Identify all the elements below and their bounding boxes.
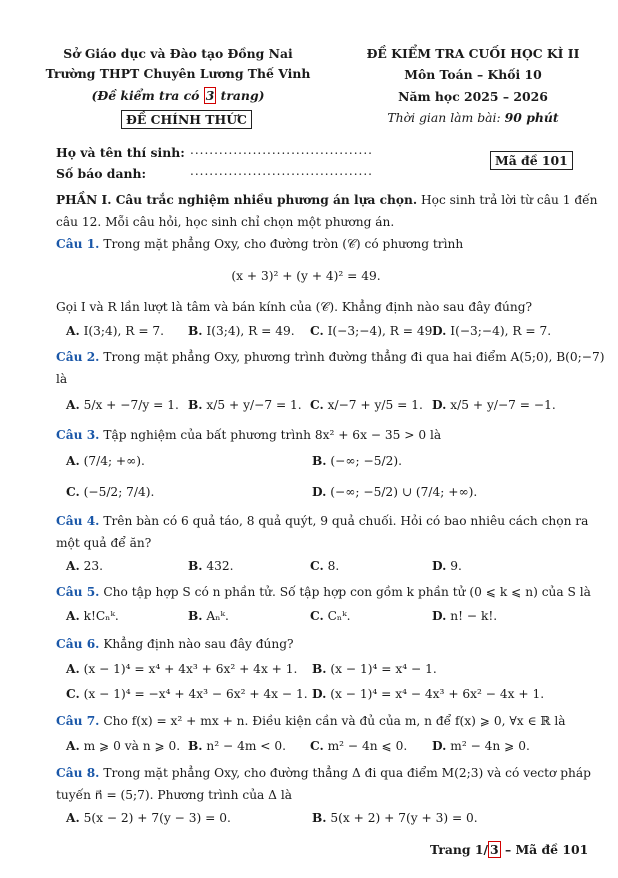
question-3: Câu 3. Tập nghiệm của bất phương trình 8x² + 6x − 35 > 0 là: [56, 428, 442, 442]
q6-option-b[interactable]: B. (x − 1)⁴ = x⁴ − 1.: [312, 662, 437, 676]
q3-option-c[interactable]: C. (−5/2; 7/4).: [66, 485, 155, 499]
q8-option-a[interactable]: A. 5(x − 2) + 7(y − 3) = 0.: [66, 811, 231, 825]
q4-text-cont: một quả để ăn?: [56, 536, 152, 550]
q2-option-b[interactable]: B. x/5 + y/−7 = 1.: [188, 398, 302, 412]
q6-option-a[interactable]: A. (x − 1)⁴ = x⁴ + 4x³ + 6x² + 4x + 1.: [66, 662, 298, 676]
section-title: PHẦN I. Câu trắc nghiệm nhiều phương án lựa chọn. Học sinh trả lời từ câu 1 đến: [56, 193, 598, 207]
question-8: Câu 8. Trong mặt phẳng Oxy, cho đường thẳng Δ đi qua điểm M(2;3) và có vectơ pháp: [56, 766, 591, 780]
section-instruction: câu 12. Mỗi câu hỏi, học sinh chỉ chọn một phương án.: [56, 215, 395, 229]
q5-option-b[interactable]: B. Aₙᵏ.: [188, 609, 229, 623]
candidate-name-dots: ......................................: [190, 143, 373, 157]
page-count-note: (Đề kiểm tra có 3 trang): [91, 88, 265, 103]
candidate-id-label: Số báo danh:: [56, 166, 147, 181]
q1-equation: (x + 3)² + (y + 4)² = 49.: [231, 269, 381, 283]
school-year: Năm học 2025 – 2026: [398, 89, 548, 104]
q4-option-d[interactable]: D. 9.: [432, 559, 462, 573]
q2-option-a[interactable]: A. 5/x + −7/y = 1.: [66, 398, 179, 412]
q1-option-c[interactable]: C. I(−3;−4), R = 49.: [310, 324, 437, 338]
q1-option-d[interactable]: D. I(−3;−4), R = 7.: [432, 324, 552, 338]
q7-option-d[interactable]: D. m² − 4n ⩾ 0.: [432, 739, 530, 753]
candidate-id-dots: ......................................: [190, 164, 373, 178]
q4-option-a[interactable]: A. 23.: [66, 559, 103, 573]
question-5: Câu 5. Cho tập hợp S có n phần tử. Số tập hợp con gồm k phần tử (0 ⩽ k ⩽ n) của S là: [56, 585, 591, 599]
subject-line: Môn Toán – Khối 10: [404, 67, 542, 82]
q7-option-c[interactable]: C. m² − 4n ⩽ 0.: [310, 739, 408, 753]
q6-option-d[interactable]: D. (x − 1)⁴ = x⁴ − 4x³ + 6x² − 4x + 1.: [312, 687, 545, 701]
page-footer: Trang 1/ 3 – Mã đề 101: [430, 842, 589, 857]
question-4: Câu 4. Trên bàn có 6 quả táo, 8 quả quýt, 9 quả chuối. Hỏi có bao nhiêu cách chọn ra: [56, 514, 589, 528]
question-6: Câu 6. Khẳng định nào sau đây đúng?: [56, 637, 294, 651]
time-limit: Thời gian làm bài: 90 phút: [387, 110, 559, 125]
q2-option-c[interactable]: C. x/−7 + y/5 = 1.: [310, 398, 423, 412]
q8-text-cont: tuyến n⃗ = (5;7). Phương trình của Δ là: [56, 788, 293, 802]
page-total-box: 3: [490, 842, 499, 857]
q4-option-b[interactable]: B. 432.: [188, 559, 234, 573]
q2-option-d[interactable]: D. x/5 + y/−7 = −1.: [432, 398, 556, 412]
page-count-box: 3: [205, 88, 215, 103]
official-badge: ĐỀ CHÍNH THỨC: [121, 110, 252, 129]
q1-option-a[interactable]: A. I(3;4), R = 7.: [66, 324, 165, 338]
q7-option-b[interactable]: B. n² − 4m < 0.: [188, 739, 287, 753]
q1-option-b[interactable]: B. I(3;4), R = 49.: [188, 324, 295, 338]
question-7: Câu 7. Cho f(x) = x² + mx + n. Điều kiện cần và đủ của m, n để f(x) ⩾ 0, ∀x ∈ ℝ là: [56, 714, 566, 728]
q5-option-c[interactable]: C. Cₙᵏ.: [310, 609, 351, 623]
q4-option-c[interactable]: C. 8.: [310, 559, 340, 573]
q3-option-d[interactable]: D. (−∞; −5/2) ∪ (7/4; +∞).: [312, 485, 478, 499]
school-name: Trường THPT Chuyên Lương Thế Vinh: [45, 66, 311, 81]
q3-option-a[interactable]: A. (7/4; +∞).: [66, 454, 145, 468]
question-2: Câu 2. Trong mặt phẳng Oxy, phương trình đường thẳng đi qua hai điểm A(5;0), B(0;−7): [56, 350, 605, 364]
q5-option-a[interactable]: A. k!Cₙᵏ.: [66, 609, 119, 623]
candidate-name-label: Họ và tên thí sinh:: [56, 145, 185, 160]
q1-prompt: Gọi I và R lần lượt là tâm và bán kính của (𝒞). Khẳng định nào sau đây đúng?: [56, 300, 533, 314]
q6-option-c[interactable]: C. (x − 1)⁴ = −x⁴ + 4x³ − 6x² + 4x − 1.: [66, 687, 308, 701]
q7-option-a[interactable]: A. m ⩾ 0 và n ⩾ 0.: [66, 739, 181, 753]
q5-option-d[interactable]: D. n! − k!.: [432, 609, 498, 623]
question-1: Câu 1. Trong mặt phẳng Oxy, cho đường tròn (𝒞) có phương trình: [56, 237, 464, 251]
q8-option-b[interactable]: B. 5(x + 2) + 7(y + 3) = 0.: [312, 811, 478, 825]
exam-code-box: Mã đề 101: [490, 151, 573, 170]
exam-title: ĐỀ KIỂM TRA CUỐI HỌC KÌ II: [366, 46, 580, 61]
q2-text-cont: là: [56, 372, 68, 386]
q3-option-b[interactable]: B. (−∞; −5/2).: [312, 454, 402, 468]
dept-name: Sở Giáo dục và Đào tạo Đồng Nai: [63, 46, 293, 61]
